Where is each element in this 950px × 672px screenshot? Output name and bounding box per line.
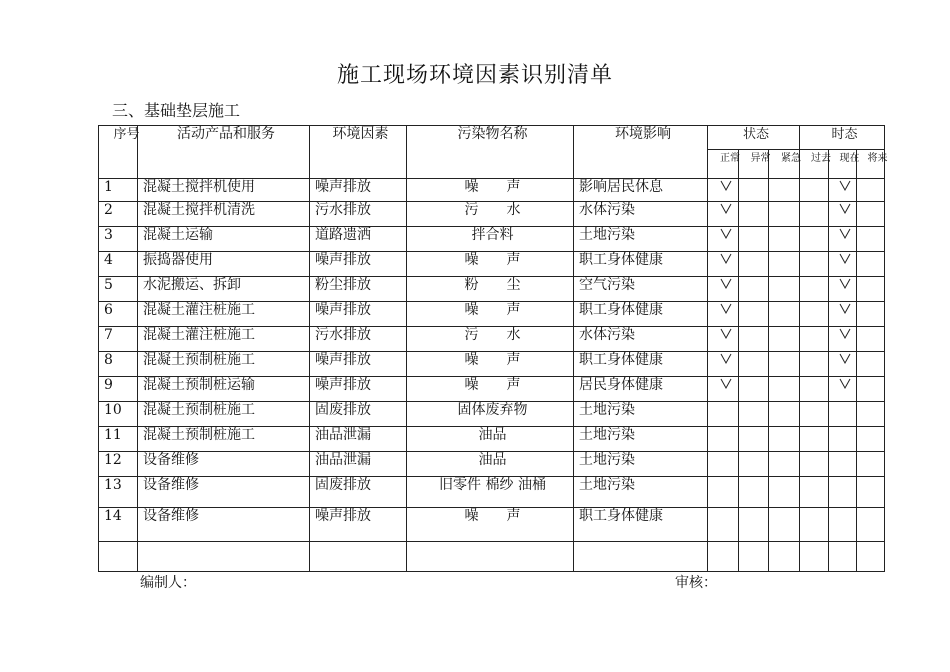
check-cell xyxy=(739,179,769,202)
row-number: 12 xyxy=(99,452,138,477)
row-activity: 混凝土预制桩运输 xyxy=(138,377,310,402)
table-row xyxy=(99,452,885,477)
check-cell xyxy=(739,327,769,352)
empty-cell xyxy=(739,542,769,572)
check-cell xyxy=(800,377,829,402)
row-impact: 影响居民休息 xyxy=(574,179,708,202)
check-cell xyxy=(800,427,829,452)
row-activity: 混凝土灌注桩施工 xyxy=(138,302,310,327)
table-row xyxy=(99,352,885,377)
check-cell xyxy=(857,179,885,202)
table-row xyxy=(99,508,885,542)
check-cell xyxy=(829,452,857,477)
check-cell xyxy=(769,277,800,302)
check-cell xyxy=(829,179,857,202)
check-cell xyxy=(800,227,829,252)
row-factor: 粉尘排放 xyxy=(310,277,407,302)
row-pollutant: 噪 声 xyxy=(407,252,574,277)
check-cell xyxy=(829,327,857,352)
row-impact: 水体污染 xyxy=(574,202,708,227)
checkmark-icon xyxy=(720,179,732,195)
check-cell xyxy=(829,252,857,277)
check-cell xyxy=(708,227,739,252)
row-pollutant: 旧零件 棉纱 油桶 xyxy=(407,477,574,508)
check-cell xyxy=(857,427,885,452)
row-factor: 污水排放 xyxy=(310,327,407,352)
empty-cell xyxy=(769,542,800,572)
row-number: 5 xyxy=(99,277,138,302)
row-pollutant: 噪 声 xyxy=(407,302,574,327)
table-row xyxy=(99,202,885,227)
row-activity: 设备维修 xyxy=(138,508,310,542)
row-factor: 油品泄漏 xyxy=(310,427,407,452)
row-number: 6 xyxy=(99,302,138,327)
header-impact: 环境影响 xyxy=(574,126,708,179)
checkmark-icon xyxy=(839,202,851,218)
row-impact: 居民身体健康 xyxy=(574,377,708,402)
check-cell xyxy=(857,227,885,252)
checkmark-icon xyxy=(839,352,851,368)
table-row xyxy=(99,302,885,327)
check-cell xyxy=(708,252,739,277)
header-normal: 正常 xyxy=(708,150,739,179)
check-cell xyxy=(829,352,857,377)
row-pollutant: 污 水 xyxy=(407,202,574,227)
check-cell xyxy=(829,302,857,327)
row-impact: 土地污染 xyxy=(574,452,708,477)
check-cell xyxy=(800,352,829,377)
row-factor: 噪声排放 xyxy=(310,508,407,542)
header-past: 过去 xyxy=(800,150,829,179)
check-cell xyxy=(708,327,739,352)
check-cell xyxy=(708,277,739,302)
row-pollutant: 油品 xyxy=(407,452,574,477)
checkmark-icon xyxy=(839,277,851,293)
check-cell xyxy=(829,402,857,427)
row-number: 13 xyxy=(99,477,138,508)
header-status: 状态 xyxy=(708,126,800,150)
check-cell xyxy=(739,252,769,277)
section-heading: 三、基础垫层施工 xyxy=(112,101,241,120)
row-number: 9 xyxy=(99,377,138,402)
row-factor: 固废排放 xyxy=(310,402,407,427)
checkmark-icon xyxy=(720,302,732,318)
empty-cell xyxy=(138,542,310,572)
check-cell xyxy=(769,352,800,377)
header-factor: 环境因素 xyxy=(310,126,407,179)
row-impact: 土地污染 xyxy=(574,477,708,508)
checkmark-icon xyxy=(720,252,732,268)
row-number: 3 xyxy=(99,227,138,252)
row-number: 14 xyxy=(99,508,138,542)
check-cell xyxy=(769,427,800,452)
check-cell xyxy=(857,477,885,508)
check-cell xyxy=(739,477,769,508)
checkmark-icon xyxy=(720,352,732,368)
check-cell xyxy=(857,252,885,277)
row-activity: 混凝土运输 xyxy=(138,227,310,252)
header-present: 现在 xyxy=(829,150,857,179)
row-activity: 设备维修 xyxy=(138,452,310,477)
check-cell xyxy=(857,277,885,302)
checkmark-icon xyxy=(839,252,851,268)
row-number: 7 xyxy=(99,327,138,352)
row-number: 11 xyxy=(99,427,138,452)
row-activity: 振捣器使用 xyxy=(138,252,310,277)
checkmark-icon xyxy=(720,202,732,218)
check-cell xyxy=(769,252,800,277)
row-pollutant: 固体废弃物 xyxy=(407,402,574,427)
check-cell xyxy=(708,179,739,202)
row-pollutant: 拌合料 xyxy=(407,227,574,252)
check-cell xyxy=(800,327,829,352)
check-cell xyxy=(857,377,885,402)
check-cell xyxy=(739,202,769,227)
header-future: 将来 xyxy=(857,150,885,179)
empty-cell xyxy=(574,542,708,572)
check-cell xyxy=(857,327,885,352)
check-cell xyxy=(739,427,769,452)
check-cell xyxy=(739,377,769,402)
row-factor: 噪声排放 xyxy=(310,302,407,327)
check-cell xyxy=(857,508,885,542)
check-cell xyxy=(708,427,739,452)
check-cell xyxy=(769,377,800,402)
checkmark-icon xyxy=(839,179,851,195)
table-row xyxy=(99,252,885,277)
header-abnormal: 异常 xyxy=(739,150,769,179)
check-cell xyxy=(829,227,857,252)
empty-cell xyxy=(829,542,857,572)
checkmark-icon xyxy=(839,227,851,243)
row-factor: 噪声排放 xyxy=(310,352,407,377)
row-number: 2 xyxy=(99,202,138,227)
environmental-factor-table xyxy=(98,125,888,572)
row-pollutant: 粉 尘 xyxy=(407,277,574,302)
check-cell xyxy=(857,352,885,377)
check-cell xyxy=(708,452,739,477)
check-cell xyxy=(829,377,857,402)
check-cell xyxy=(829,202,857,227)
check-cell xyxy=(857,402,885,427)
check-cell xyxy=(769,179,800,202)
table-row xyxy=(99,402,885,427)
empty-cell xyxy=(708,542,739,572)
check-cell xyxy=(708,352,739,377)
table-row xyxy=(99,327,885,352)
row-activity: 混凝土预制桩施工 xyxy=(138,427,310,452)
check-cell xyxy=(708,477,739,508)
row-pollutant: 噪 声 xyxy=(407,508,574,542)
checkmark-icon xyxy=(839,302,851,318)
row-activity: 混凝土预制桩施工 xyxy=(138,402,310,427)
row-impact: 水体污染 xyxy=(574,327,708,352)
check-cell xyxy=(829,427,857,452)
checkmark-icon xyxy=(839,327,851,343)
empty-cell xyxy=(99,542,138,572)
check-cell xyxy=(800,302,829,327)
check-cell xyxy=(769,227,800,252)
check-cell xyxy=(857,302,885,327)
check-cell xyxy=(769,402,800,427)
row-impact: 空气污染 xyxy=(574,277,708,302)
header-emergency: 紧急 xyxy=(769,150,800,179)
check-cell xyxy=(800,508,829,542)
row-factor: 噪声排放 xyxy=(310,252,407,277)
row-activity: 混凝土灌注桩施工 xyxy=(138,327,310,352)
check-cell xyxy=(708,202,739,227)
check-cell xyxy=(829,277,857,302)
check-cell xyxy=(739,277,769,302)
check-cell xyxy=(829,477,857,508)
check-cell xyxy=(857,452,885,477)
check-cell xyxy=(800,402,829,427)
check-cell xyxy=(739,227,769,252)
checkmark-icon xyxy=(720,377,732,393)
checkmark-icon xyxy=(720,277,732,293)
table-row xyxy=(99,277,885,302)
check-cell xyxy=(800,252,829,277)
row-activity: 设备维修 xyxy=(138,477,310,508)
row-impact: 职工身体健康 xyxy=(574,302,708,327)
check-cell xyxy=(708,302,739,327)
row-impact: 土地污染 xyxy=(574,227,708,252)
check-cell xyxy=(769,202,800,227)
check-cell xyxy=(739,302,769,327)
empty-cell xyxy=(407,542,574,572)
row-activity: 水泥搬运、拆卸 xyxy=(138,277,310,302)
table-row xyxy=(99,227,885,252)
table-row xyxy=(99,477,885,508)
checkmark-icon xyxy=(720,327,732,343)
check-cell xyxy=(800,202,829,227)
check-cell xyxy=(769,302,800,327)
check-cell xyxy=(739,402,769,427)
empty-cell xyxy=(857,542,885,572)
row-impact: 土地污染 xyxy=(574,427,708,452)
check-cell xyxy=(800,452,829,477)
row-impact: 土地污染 xyxy=(574,402,708,427)
row-number: 10 xyxy=(99,402,138,427)
check-cell xyxy=(708,508,739,542)
check-cell xyxy=(800,179,829,202)
check-cell xyxy=(800,477,829,508)
table-row xyxy=(99,427,885,452)
row-impact: 职工身体健康 xyxy=(574,252,708,277)
check-cell xyxy=(800,277,829,302)
check-cell xyxy=(708,377,739,402)
check-cell xyxy=(739,452,769,477)
checkmark-icon xyxy=(839,377,851,393)
check-cell xyxy=(739,352,769,377)
document-title: 施工现场环境因素识别清单 xyxy=(336,63,613,88)
reviewer-label: 审核： xyxy=(675,575,717,591)
check-cell xyxy=(857,202,885,227)
row-number: 4 xyxy=(99,252,138,277)
check-cell xyxy=(739,508,769,542)
header-tense: 时态 xyxy=(800,126,885,150)
row-pollutant: 噪 声 xyxy=(407,352,574,377)
row-factor: 污水排放 xyxy=(310,202,407,227)
row-impact: 职工身体健康 xyxy=(574,352,708,377)
check-cell xyxy=(769,508,800,542)
row-factor: 噪声排放 xyxy=(310,179,407,202)
row-impact: 职工身体健康 xyxy=(574,508,708,542)
row-factor: 固废排放 xyxy=(310,477,407,508)
header-seq: 序号 xyxy=(99,126,138,179)
empty-cell xyxy=(800,542,829,572)
check-cell xyxy=(769,327,800,352)
row-number: 1 xyxy=(99,179,138,202)
row-factor: 油品泄漏 xyxy=(310,452,407,477)
check-cell xyxy=(708,402,739,427)
table-row xyxy=(99,179,885,202)
row-pollutant: 污 水 xyxy=(407,327,574,352)
checkmark-icon xyxy=(720,227,732,243)
check-cell xyxy=(769,452,800,477)
row-activity: 混凝土搅拌机清洗 xyxy=(138,202,310,227)
row-pollutant: 噪 声 xyxy=(407,179,574,202)
check-cell xyxy=(769,477,800,508)
row-number: 8 xyxy=(99,352,138,377)
row-activity: 混凝土搅拌机使用 xyxy=(138,179,310,202)
row-factor: 道路遗洒 xyxy=(310,227,407,252)
empty-row xyxy=(99,542,885,572)
row-activity: 混凝土预制桩施工 xyxy=(138,352,310,377)
row-factor: 噪声排放 xyxy=(310,377,407,402)
check-cell xyxy=(829,508,857,542)
empty-cell xyxy=(310,542,407,572)
header-activity: 活动产品和服务 xyxy=(138,126,310,179)
row-pollutant: 油品 xyxy=(407,427,574,452)
row-pollutant: 噪 声 xyxy=(407,377,574,402)
table-row xyxy=(99,377,885,402)
preparer-label: 编制人： xyxy=(140,575,196,591)
header-pollutant: 污染物名称 xyxy=(407,126,574,179)
